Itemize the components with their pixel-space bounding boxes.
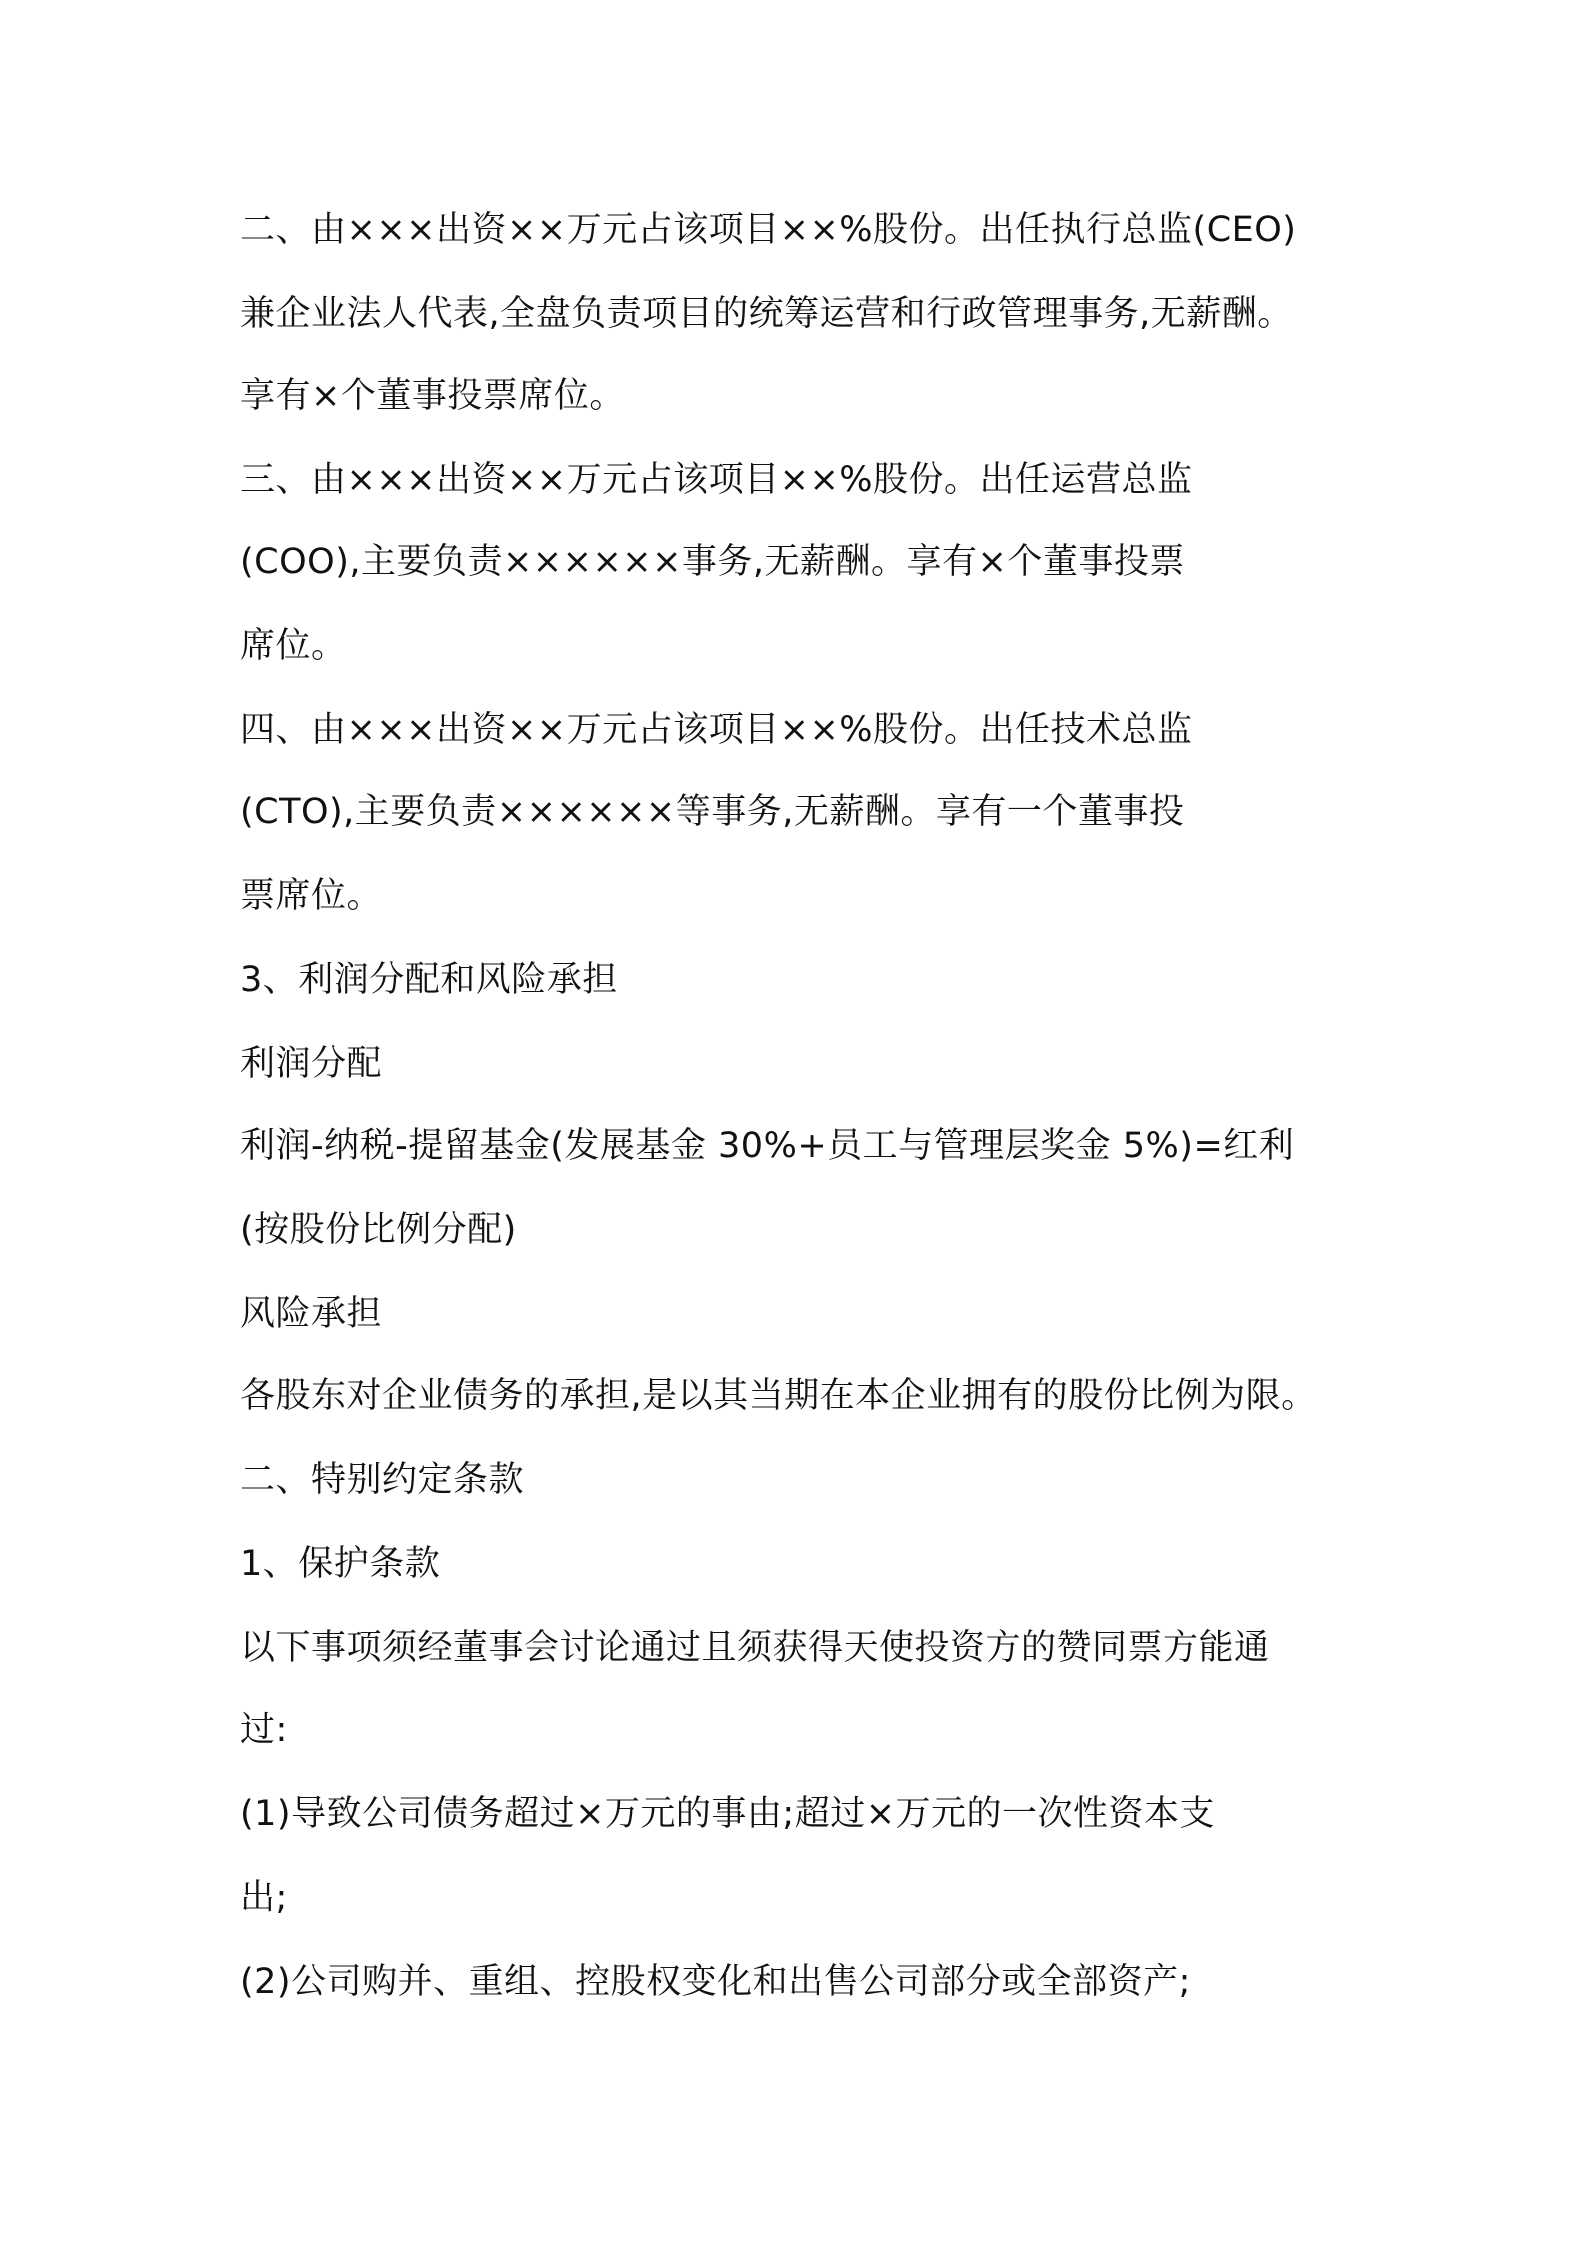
protection-intro-line-1: 以下事项须经董事会讨论通过且须获得天使投资方的赞同票方能通 <box>240 1628 1270 1668</box>
section-heading-profit-risk: 3、利润分配和风险承担 <box>240 960 618 1000</box>
profit-formula-line-2: (按股份比例分配) <box>240 1210 517 1250</box>
paragraph-line-ceo-1: 二、由×××出资××万元占该项目××%股份。出任执行总监(CEO) <box>240 210 1297 250</box>
section-heading-special: 二、特别约定条款 <box>240 1460 525 1500</box>
subheading-risk: 风险承担 <box>240 1294 383 1334</box>
paragraph-line-coo-2: (COO),主要负责××××××事务,无薪酬。享有×个董事投票 <box>240 542 1185 582</box>
subheading-protection: 1、保护条款 <box>240 1544 441 1584</box>
list-item-2: (2)公司购并、重组、控股权变化和出售公司部分或全部资产; <box>240 1962 1191 2002</box>
paragraph-line-ceo-2: 兼企业法人代表,全盘负责项目的统筹运营和行政管理事务,无薪酬。 <box>240 294 1293 334</box>
profit-formula-line-1: 利润-纳税-提留基金(发展基金 30%+员工与管理层奖金 5%)=红利 <box>240 1126 1295 1166</box>
risk-statement: 各股东对企业债务的承担,是以其当期在本企业拥有的股份比例为限。 <box>240 1376 1317 1416</box>
paragraph-line-cto-3: 票席位。 <box>240 876 383 916</box>
paragraph-line-cto-2: (CTO),主要负责××××××等事务,无薪酬。享有一个董事投 <box>240 792 1185 832</box>
paragraph-line-coo-3: 席位。 <box>240 626 347 666</box>
paragraph-line-coo-1: 三、由×××出资××万元占该项目××%股份。出任运营总监 <box>240 460 1193 500</box>
protection-intro-line-2: 过: <box>240 1710 288 1750</box>
paragraph-line-cto-1: 四、由×××出资××万元占该项目××%股份。出任技术总监 <box>240 710 1193 750</box>
subheading-profit: 利润分配 <box>240 1044 383 1084</box>
list-item-1-line-2: 出; <box>240 1878 288 1918</box>
paragraph-line-ceo-3: 享有×个董事投票席位。 <box>240 376 625 416</box>
list-item-1-line-1: (1)导致公司债务超过×万元的事由;超过×万元的一次性资本支 <box>240 1794 1216 1834</box>
